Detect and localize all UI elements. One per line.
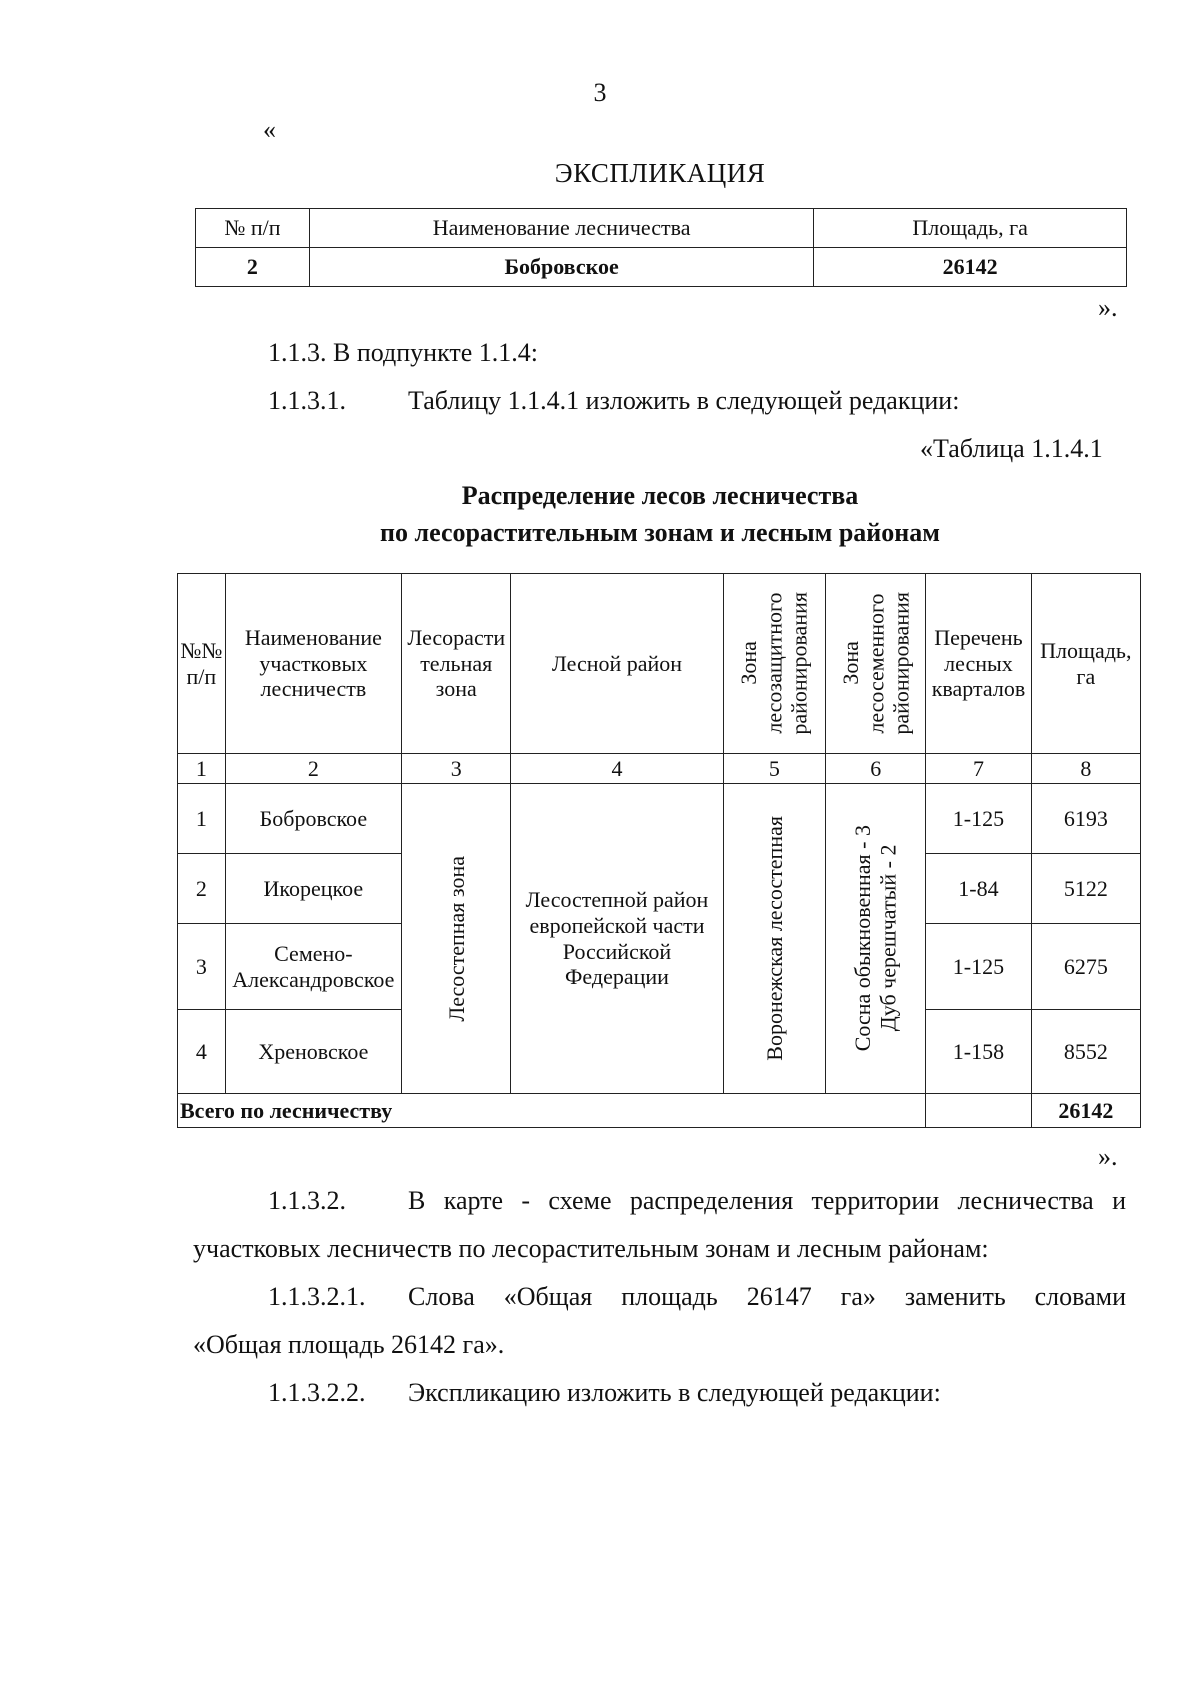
header-name: Наименование участковых лесничеств (225, 574, 401, 754)
paragraph-1-1-3-2-1-text: Слова «Общая площадь 26147 га» заменить словами (408, 1282, 1126, 1311)
header-num: №№ п/п (178, 574, 226, 754)
column-number: 3 (401, 754, 510, 784)
column-number: 1 (178, 754, 226, 784)
header-protection-zone (723, 574, 826, 754)
paragraph-1-1-3-2-number: 1.1.3.2. (268, 1186, 346, 1215)
total-row (178, 1094, 1141, 1128)
row-quarters: 1-158 (926, 1010, 1031, 1094)
table-header-row (178, 574, 1141, 754)
header-zone: Лесорасти тельная зона (401, 574, 510, 754)
paragraph-1-1-3: 1.1.3. В подпункте 1.1.4: (268, 338, 538, 367)
row-area: 6275 (1031, 924, 1140, 1010)
explication-header-row (196, 209, 1127, 248)
paragraph-1-1-3-1-number: 1.1.3.1. (268, 386, 346, 415)
explication-cell-num: 2 (196, 248, 310, 287)
column-number: 6 (826, 754, 926, 784)
paragraph-1-1-3-2-2-text: Экспликацию изложить в следующей редакции: (408, 1378, 941, 1407)
explication-cell-area: 26142 (814, 248, 1127, 287)
merged-seed-line-2: Дуб черешчатый - 2 (875, 845, 901, 1032)
row-area: 6193 (1031, 784, 1140, 854)
row-num: 2 (178, 854, 226, 924)
row-area: 8552 (1031, 1010, 1140, 1094)
row-quarters: 1-84 (926, 854, 1031, 924)
merged-seed-line-1: Сосна обыкновенная - 3 (850, 825, 876, 1052)
row-num: 3 (178, 924, 226, 1010)
merged-district-cell: Лесостепной район европейской части Российской Федерации (511, 784, 723, 1094)
forest-distribution-table (177, 573, 1141, 1128)
header-seed-zone (826, 574, 926, 754)
column-number: 2 (225, 754, 401, 784)
table-caption: «Таблица 1.1.4.1 (920, 434, 1103, 463)
column-number: 4 (511, 754, 723, 784)
row-num: 1 (178, 784, 226, 854)
header-district: Лесной район (511, 574, 723, 754)
row-quarters: 1-125 (926, 924, 1031, 1010)
row-name: Семено-Александровское (225, 924, 401, 1010)
merged-protection-cell (723, 784, 826, 1094)
column-number: 7 (926, 754, 1031, 784)
header-protection-line-1: Зона (736, 641, 762, 686)
table-title-line-1: Распределение лесов лесничества (461, 481, 859, 510)
header-area: Площадь, га (1031, 574, 1140, 754)
column-number-row (178, 754, 1141, 784)
total-area: 26142 (1031, 1094, 1140, 1128)
closing-quote-table: ». (1098, 1142, 1118, 1171)
opening-quote: « (263, 115, 276, 144)
header-protection-line-2: лесозащитного (761, 592, 787, 735)
merged-seed-cell (826, 784, 926, 1094)
row-name: Икорецкое (225, 854, 401, 924)
page-number: 3 (593, 78, 607, 107)
explication-header-area: Площадь, га (814, 209, 1127, 248)
header-seed-line-3: районирования (888, 592, 914, 735)
explication-header-name: Наименование лесничества (309, 209, 813, 248)
merged-zone-text: Лесостепная зона (443, 855, 469, 1022)
paragraph-1-1-3-2-1-continuation: «Общая площадь 26142 га». (193, 1330, 505, 1359)
explication-header-num: № п/п (196, 209, 310, 248)
paragraph-1-1-3-2-1-number: 1.1.3.2.1. (268, 1282, 366, 1311)
row-num: 4 (178, 1010, 226, 1094)
header-seed-line-2: лесосеменного (863, 593, 889, 734)
row-area: 5122 (1031, 854, 1140, 924)
paragraph-1-1-3-2-continuation: участковых лесничеств по лесорастительным зонам и лесным районам: (193, 1234, 989, 1263)
table-row (178, 784, 1141, 854)
merged-protection-text: Воронежская лесостепная (761, 816, 787, 1061)
explication-table (195, 208, 1127, 287)
column-number: 5 (723, 754, 826, 784)
closing-quote: ». (1098, 293, 1118, 322)
merged-zone-cell (401, 784, 510, 1094)
row-name: Хреновское (225, 1010, 401, 1094)
paragraph-1-1-3-2-text: В карте - схеме распределения территории лесничества и (408, 1186, 1126, 1215)
paragraph-1-1-3-2-2-number: 1.1.3.2.2. (268, 1378, 366, 1407)
row-name: Бобровское (225, 784, 401, 854)
paragraph-1-1-3-1-text: Таблицу 1.1.4.1 изложить в следующей редакции: (408, 386, 960, 415)
column-number: 8 (1031, 754, 1140, 784)
header-quarters: Перечень лесных кварталов (926, 574, 1031, 754)
explication-cell-name: Бобровское (309, 248, 813, 287)
header-protection-line-3: районирования (787, 592, 813, 735)
row-quarters: 1-125 (926, 784, 1031, 854)
explication-title: ЭКСПЛИКАЦИЯ (554, 158, 766, 188)
total-label: Всего по лесничеству (178, 1094, 926, 1128)
explication-data-row (196, 248, 1127, 287)
total-quarters-empty (926, 1094, 1031, 1128)
header-seed-line-1: Зона (837, 641, 863, 686)
table-title (0, 478, 1200, 552)
table-title-line-2: по лесорастительным зонам и лесным районам (380, 517, 940, 547)
